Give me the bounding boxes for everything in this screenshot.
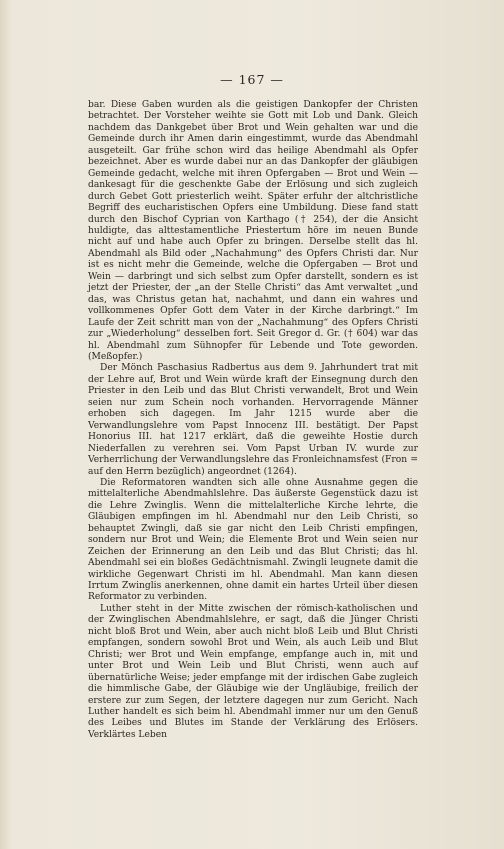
paragraph: Der Mönch Paschasius Radbertus aus dem 9. Jahrhundert trat mit der Lehre auf, Brot und Wein würde kraft der Einsegnung durch den Priester in den Leib und das Blut Christi verwandelt, Brot und Wein seien nur zum Schein noch vorhanden. Hervorragende Männer erhoben sich dagegen. Im Jahr 1215 wurde aber die Verwandlungslehre vom Papst Innocenz III. bestätigt. Der Papst Honorius III. hat 1217 erklärt, daß die geweihte Hostie durch Niederfallen zu verehren sei. Vom Papst Urban IV. wurde zur Verherrlichung der Verwandlungslehre das Fronleichnamsfest (Fron = auf den Herrn bezüglich) angeordnet (1264).	[88, 363, 418, 477]
paragraph: bar. Diese Gaben wurden als die geistigen Dankopfer der Christen betrachtet. Der Vorsteher weihte sie Gott mit Lob und Dank. Gleich nachdem das Dankgebet über Brot und Wein gehalten war und die Gemeinde durch ihr Amen darin eingestimmt, wurde das Abendmahl ausgeteilt. Gar frühe schon wird das heilige Abendmahl als Opfer bezeichnet. Aber es wurde dabei nur an das Dankopfer der gläubigen Gemeinde gedacht, welche mit ihren Opfergaben — Brot und Wein — dankesagt für die geschenkte Gabe der Erlösung und sich zugleich durch Gebet Gott priesterlich weiht. Später erfuhr der altchristliche Begriff des eucharistischen Opfers eine Umbildung. Diese fand statt durch den Bischof Cyprian von Karthago († 254), der die Ansicht huldigte, das alttestamentliche Priestertum höre im neuen Bunde nicht auf und habe auch Opfer zu bringen. Derselbe stellt das hl. Abendmahl als Bild oder „Nachahmung“ des Opfers Christi dar. Nur ist es nicht mehr die Gemeinde, welche die Opfergaben — Brot und Wein — darbringt und sich selbst zum Opfer darstellt, sondern es ist jetzt der Priester, der „an der Stelle Christi“ das Amt verwaltet „und das, was Christus getan hat, nachahmt, und dann ein wahres und vollkommenes Opfer Gott dem Vater in der Kirche darbringt.“ Im Laufe der Zeit schritt man von der „Nachahmung“ des Opfers Christi zur „Wiederholung“ desselben fort. Seit Gregor d. Gr. († 604) war das hl. Abendmahl zum Sühnopfer für Lebende und Tote geworden. (Meßopfer.)	[88, 100, 418, 362]
page-number: — 167 —	[220, 72, 284, 87]
paragraph: Luther steht in der Mitte zwischen der römisch-katholischen und der Zwinglischen Abendmahlslehre, er sagt, daß die Jünger Christi nicht bloß Brot und Wein, aber auch nicht bloß Leib und Blut Christi empfangen, sondern sowohl Brot und Wein, als auch Leib und Blut Christi; wer Brot und Wein empfange, empfange auch in, mit und unter Brot und Wein Leib und Blut Christi, wenn auch auf übernatürliche Weise; jeder empfange mit der irdischen Gabe zugleich die himmlische Gabe, der Gläubige wie der Ungläubige, freilich der erstere zur zum Segen, der letztere dagegen nur zum Gericht. Nach Luther handelt es sich beim hl. Abendmahl immer nur um den Genuß des Leibes und Blutes im Stande der Verklärung des Erlösers. Verklärtes Leben	[88, 603, 418, 740]
body-text	[88, 100, 418, 741]
paragraph: Die Reformatoren wandten sich alle ohne Ausnahme gegen die mittelalterliche Abendmahlslehre. Das äußerste Gegenstück dazu ist die Lehre Zwinglis. Wenn die mittelalterliche Kirche lehrte, die Gläubigen empfingen im hl. Abendmahl nur den Leib Christi, so behauptet Zwingli, daß sie gar nicht den Leib Christi empfingen, sondern nur Brot und Wein; die Elemente Brot und Wein seien nur Zeichen der Erinnerung an den Leib und das Blut Christi; das hl. Abendmahl sei ein bloßes Gedächtnismahl. Zwingli leugnete damit die wirkliche Gegenwart Christi im hl. Abendmahl. Man kann diesen Irrtum Zwinglis anerkennen, ohne damit ein hartes Urteil über diesen Reformator zu verbinden.	[88, 477, 418, 603]
